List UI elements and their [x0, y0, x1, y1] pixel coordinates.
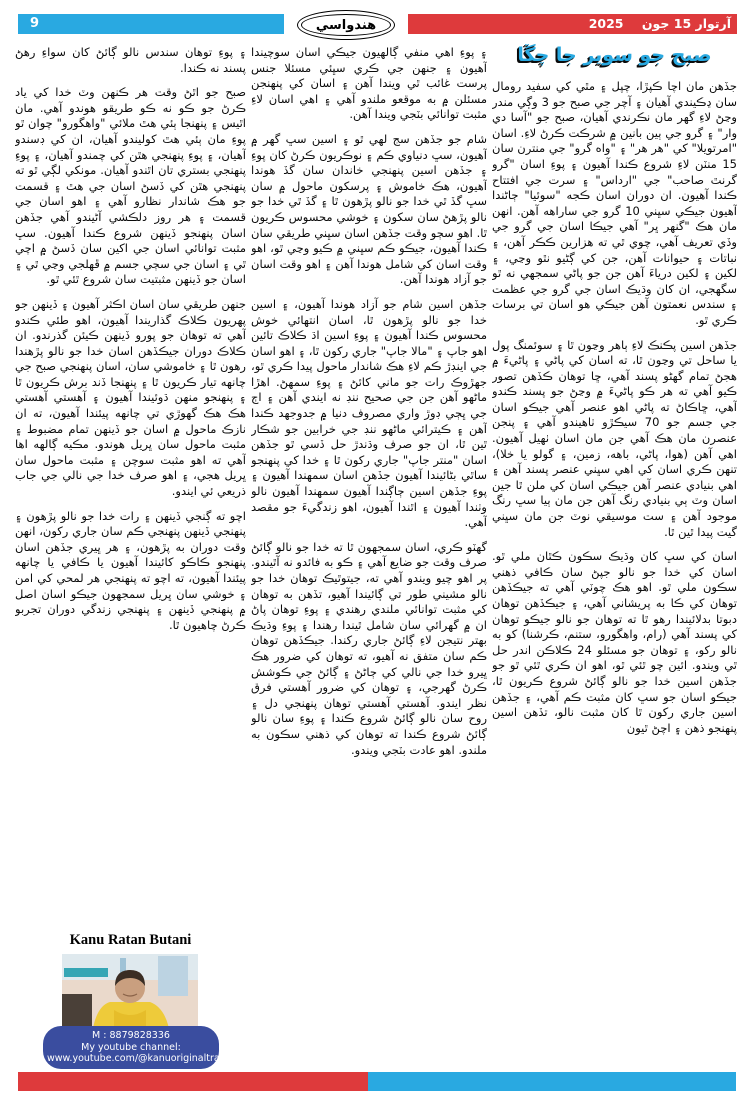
- article-column-3: [15, 45, 246, 929]
- masthead-oval: [297, 10, 395, 40]
- article-paragraph: جنهن طريقي سان اسان اڪثر آهيون ۽ ڏينهن جو پهريون ڪلاڪ گذاريندا آهيون، اهو طئي ڪندو آهي ته توهان جو پورو ڏينهن ڪيئن گذرندو. ان ڪلاڪ دوران جيڪڏهن اسان خدا جو نالو پڙهندا رهون ٿا ۽ خاموشي سان، اسان پنهنجي صبح جي چانهه تيار ڪريون ٿا ۽ پنهنجا ڏند برش ڪريون ٿا ۽ پنهنجو منهن ڌوئيندا آهيون ۽ آهستي آهستي هڪ هڪ گهوڙي تي چانهه پيئندا آهيون، ته ان نازڪ ماحول ۾ اسان جو ڏينهن تمام مضبوط ۽ مثبت ماحول سان ڀريل هوندو. مڪيه ڳالهه اها آهي ته اهو مثبت سوچن ۽ مثبت ماحول سان ڀريل هجي، ۽ اهو صرف خدا جي نالي جي جاب ذريعي ئي ايندو.: [15, 296, 246, 499]
- article-headline: صبح جو سوير جا چڱا: [517, 44, 712, 66]
- author-photo-illustration: [62, 954, 198, 1034]
- article-column-2: [251, 45, 487, 1069]
- author-box: [15, 932, 246, 1066]
- masthead-title: هندواسي: [315, 17, 377, 33]
- author-mobile: M : 8879828336: [92, 1030, 170, 1041]
- article-paragraph: جڏهن مان اچا ڪپڙا، چپل ۽ مٿي کي سفيد رومال سان ڍڪيندي آهيان ۽ آچر جي صبح جو 3 وڳي مندر وڃڻ لاءِ گهر مان نڪرندي آهيان، صبح جو "آسا دي وار" ۽ گرو جي ٻين بانين ۾ شرڪت ڪرڻ لاءِ. اسان "امرتويلا" کي "هر هر" ۽ "واه گرو" جي منترن سان 15 منٽن لاءِ شروع ڪندا آهيون ۽ پوءِ اسان "گرو گرنٿ صاحب" جي "ارداس" ۽ سرت جي افتتاح ڪندا آهيون. ان دوران اسان ڪجه "سوئيا" ڄاڻندا آهيون جيڪي سڀني 10 گرو جي ساراهه آهن. انهن مان هڪ "گنهر ڀر" آهي جيڪا اسان جي گرو جي وڏي تعريف آهي، چوي ٿي ته هزارين ڪڪر آهن، ۽ نباتات ۽ حيوانات آهن، جن کي ڳڻيو نٿو وڃي، ۽ لکين ۽ لکين درياءَ آهن جن جو پاڻي سمجهي نه ٿو سگهجي، ان کان وڌيڪ اسان جي گرو جي عظمت ۽ سندس نعمتون آهن جيڪي هو اسان تي برسات ڪري ٿو.: [492, 79, 737, 327]
- article-paragraph: صبح جو اٿڻ وقت هر ڪنهن وٽ خدا کي ياد ڪرڻ جو ڪو نه ڪو طريقو هوندو آهي. مان اٿيس ۽ پنهنجا ٻئي هٿ ملائي "واهگورو" چوان ٿو پوءِ مان ٻئي هٿ کوليندو آهيان، ان کي ڊسندو آهيان، ۽ پوءِ پنهنجي هٿن کي چمندو آهيان، ۽ پوءِ پنهنجي بستري تان اٿندو آهيان. مونکي لڳي ٿو ته پنهنجي هٿن کي ڏسڻ اسان جي هٿ ۽ قسمت جو هڪ شاندار نظارو آهي ۽ اهو اسان جي قسمت ۽ هر روز دلڪشي آڻيندو آهي جڏهن اسان پنهنجو ڏينهن شروع ڪندا آهيون. سڀ مثبت توانائي اسان جي اکين سان ڏسڻ ۾ اچي ٿي ۽ اسان جي سڄي جسم ۾ ڦهلجي وڃي ٿي ۽ اسان جو ڏينهن مثبتيت سان شروع ٿئي ٿو.: [15, 85, 246, 287]
- youtube-channel-url: www.youtube.com/@kanuoriginaltracks: [47, 1053, 236, 1064]
- article-paragraph: ۽ پوءِ توهان سندس نالو ڳائڻ کان سواءِ رهڻ پسند نه ڪندا.: [15, 45, 246, 75]
- header-left-bar: [18, 14, 284, 34]
- article-paragraph: جڏهن اسين شام جو آزاد هوندا آهيون، ۽ اسين خدا جو نالو پڙهون ٿا، اسان انتهائي خوش محسوس ڪندا آهيون ۽ پوءِ اسين اڌ ڪلاڪ تائين اهو جاپ ۽ "مالا جاپ" جاري رکون ٿا، ۽ اهو اسان جي اينڊڙ ڪم لاءِ هڪ شاندار ماحول پيدا ڪري ٿو، جهڙوڪ رات جو ماني کائڻ ۽ پوءِ سمهڻ. اهڙا ماڻهو آهن جن جي صحيح ننڊ نه ايندي آهن ۽ اڄ جي ڀڄي ڊوڙ واري مصروف دنيا ۾ جدوجهد ڪندا آهن ۽ ڪيترائي ماڻهو ننڊ جي خرابين جو شڪار ٿين ٿا، ان جو صرف وڌندڙ حل ڏسي ٿو جڏهن اسان "منتر جاپ" جاري رکون ٿا ۽ خدا کي پنهنجو ساٿي بڻائيندا آهيون جڏهن اسان سمهندا آهيون ۽ پوءِ جڏهن اسين ڄاڳندا آهيون سمهندا آهيون نالو وٺندا آهيون ۽ اٿندا آهيون، اهو زندگيءَ جو مقصد آهي.: [251, 296, 487, 530]
- footer-blue-bar: [368, 1072, 736, 1091]
- masthead-inner-ring: [301, 14, 391, 36]
- footer-red-bar: [18, 1072, 368, 1091]
- youtube-channel-label: My youtube channel:: [81, 1041, 181, 1053]
- article-column-1: [492, 79, 737, 1069]
- author-photo: [62, 954, 198, 1034]
- article-paragraph: اچو ته ڳنجي ڏينهن ۽ رات خدا جو نالو پڙهون ۽ پنهنجي ڏينهن پنهنجي ڪم سان جاري رکون، انهن وقت دوران به پڙهون، ۽ هر ڀيري جڏهن اسان پنهنجو ڪاڪو کائيندا آهيون يا ڪافي يا چانهه پيئندا آهيون، ته اچو ته پنهنجي هر لمحي کي امن ۽ خوشي سان ڀريل سمجهون جيڪو اسان اصل ۾ پنهنجي ڏينهن ۽ پنهنجي زندگي دوران تجربو ڪرڻ چاهيون ٿا.: [15, 508, 246, 632]
- date-line: آرتوار 15 جون: [641, 16, 731, 31]
- author-contact-pill: [43, 1026, 236, 1069]
- article-paragraph: گهٽو ڪري، اسان سمجهون ٿا ته خدا جو نالو ڳائڻ صرف وقت جو ضايع آهي ۽ ڪو به فائدو نه آٿيندو. پر اهو چيو ويندو آهي ته، جيتوٿيڪ توهان خدا جو نالو مشيني طور تي ڳائيندا آهيو، تڏهن به توهان کي مثبت توانائي ملندي رهندي ۽ پوءِ توهان پاڻ ان ۾ گهرائي سان شامل ٿيندا رهندا ۽ پوءِ وڌيڪ بهتر نتيجن لاءِ ڳائڻ جاري رکندا. جيڪڏهن توهان ڪم سان متفق نه آهيو، ته توهان کي ضرور هڪ ڀيرو خدا جي نالي کي ڄاڻڻ ۽ ڳائڻ جي ڪوشش ڪرڻ گهرجي، ۽ توهان کي ضرور آهستي فرق نظر ايندو. آهستي آهستي توهان پنهنجي دل ۽ روح سان نالو ڳائڻ شروع ڪندا ۽ پوءِ سان نالو ڳائڻ شروع ڪندا ته توهان کي ذهني سڪون به ملندو. اهو عادت بٽجي ويندو.: [251, 539, 487, 757]
- page-number: 9: [30, 16, 40, 31]
- article-paragraph: اسان کي سڀ کان وڌيڪ سڪون ڪٿان ملي ٿو. اسان کي خدا جو نالو جپڻ سان ڪافي ذهني سڪون ملي ٿو. اهو هڪ چوٽي آهي ته جيڪڏهن توهان کي ڪا به پريشاني آهي، ۽ جيڪڏهن توهان دبوتا بدلائيندا رهو ٿا ته توهان جو نالو جيڪو توهان کي پسند آهي (رام، واهگورو، ستنم، ڪرشنا) کو به نالو رکو، ۽ توهان جو مسئلو 24 ڪلاڪن اندر حل ٿي ويندو. ائين چو ٿئي ٿو، اهو ان ڪري ٿئي ٿو جو جڏهن اسين خدا جو نالو ڳائڻ شروع ڪريون ٿا، جيڪو اسان جو سڀ کان مثبت ڪم آهي، ۽ جڏهن اسين جاري رکون ٿا کان مثبت نالو، تڏهن اسين پنهنجو ذهن ۽ اچڻ ٿيون: [492, 549, 737, 735]
- article-paragraph: ۽ پوءِ اهي منفي ڳالهيون جيڪي اسان سوچيندا آهيون ۽ جنهن جي ڪري سڀئي مسئلا جنس پرست غائب ٿي ويندا آهن ۽ اسان کي پنهنجن مسئلن ۾ به موقعو ملندو آهي ۽ اهي اسان لاءِ مثبت توانائي بٽجي ويندا آهن.: [251, 45, 487, 122]
- author-name: Kanu Ratan Butani: [69, 932, 192, 948]
- article-paragraph: جڏهن اسين پڪنڪ لاءِ ٻاهر وڃون ٿا ۽ سوئمنگ پول يا ساحل تي وڃون ٿا، ته اسان کي پاڻي ۽ پاڻيءَ ۾ هجڻ تمام گهڻو پسند آهي، ڇا توهان ڪڏهن تصور ڪيو آهي ته هر ڪو پاڻيءَ ۾ وڃڻ جو پسند ڪندو آهي، ڇاڪاڻ ته پاڻي اهو عنصر آهي جيڪو اسان جي جسم جو 70 سيڪڙو ٺاهيندو آهي ۽ پنجن عنصرن مان هڪ آهي جن مان اسان ٺهيل آهيون. اهي آهن (هوا، پاڻي، باهه، زمين، ۽ گولو يا خلا)، تنهن ڪري اسان کي اهي سڀني عنصر پسند آهن ۽ اهي بنيادي عنصر آهن جيڪي اسان کي ملن ٿا جين اسان وٽ ٻي بنيادي رنگ آهن جن مان ٻيا سڀ رنگ موجود آهن ۽ ست موسيقي نوٽ جن مان سڀني گيت پيدا ٿين ٿا.: [492, 337, 737, 539]
- year-label: 2025: [588, 16, 624, 31]
- article-paragraph: شام جو جڏهن سج لهي ٿو ۽ اسين سڀ گهر ۾ آهيون، سڀ دنياوي ڪم ۽ نوڪريون ڪرڻ کان پوءِ ۽ جڏهن اسين پنهنجي خاندان سان گڏ هوندا آهيون، هڪ خاموش ۽ پرسکون ماحول ۾ سان سڀ گڏ ٿي خدا جو نالو پڙهون ٿا ۽ گڏ ٿي خدا جو نالو پڙهڻ سان سکون ۽ خوشي محسوس ڪريون ٿا. اهو سڄو وقت جڏهن اسان سڀني طريقي سان ڪندا آهيون، جيڪو ڪم سڀني ۾ ڪيو وڃي ٿو، اهو وقت اسان کي شامل هوندا آهن ۽ اهو وقت اسان جو آزاد هوندا آهن.: [251, 131, 487, 287]
- header-right-bar: [408, 14, 737, 34]
